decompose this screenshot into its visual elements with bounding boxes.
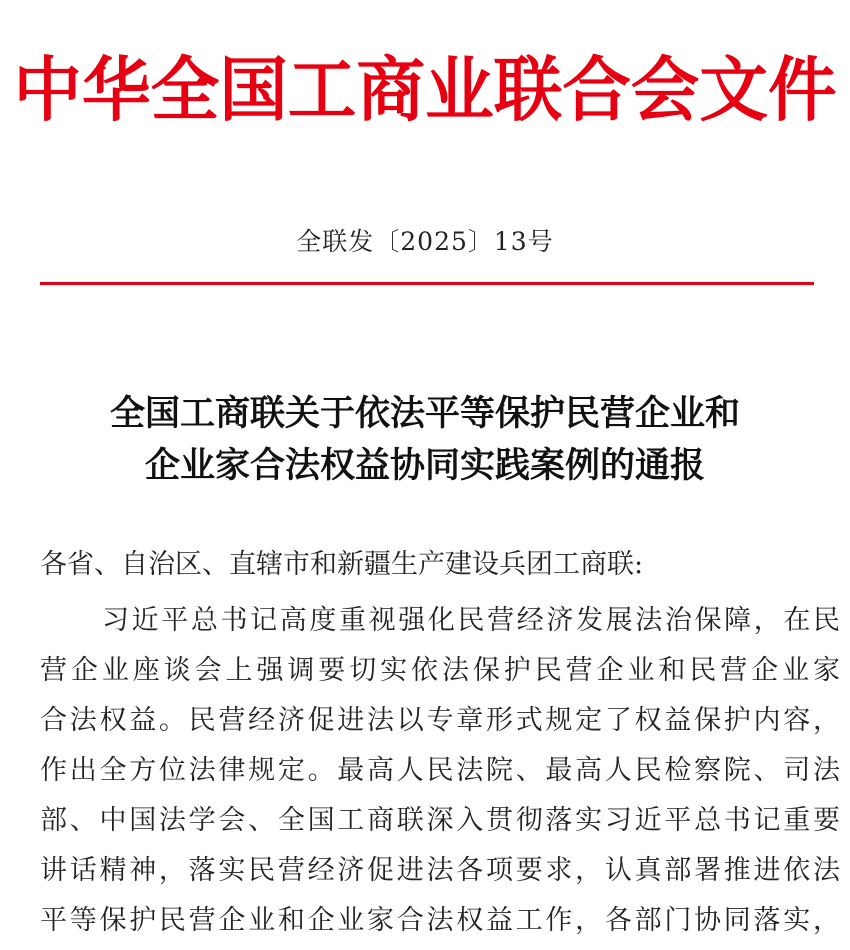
body-line: 部、中国法学会、全国工商联深入贯彻落实习近平总书记重要 <box>40 805 840 836</box>
body-line: 平等保护民营企业和企业家合法权益工作，各部门协同落实， <box>40 905 840 936</box>
red-divider-line <box>40 282 814 285</box>
document-title-line-1: 全国工商联关于依法平等保护民营企业和 <box>109 393 740 434</box>
body-line: 讲话精神，落实民营经济促进法各项要求，认真部署推进依法 <box>40 855 840 886</box>
document-title <box>0 388 850 492</box>
document-masthead: 中华全国工商业联合会文件 <box>13 49 837 131</box>
body-paragraph <box>40 596 840 946</box>
salutation: 各省、自治区、直辖市和新疆生产建设兵团工商联: <box>40 549 644 580</box>
body-line: 习近平总书记高度重视强化民营经济发展法治保障，在民 <box>102 605 840 636</box>
body-line: 作出全方位法律规定。最高人民法院、最高人民检察院、司法 <box>40 755 840 786</box>
body-line: 营企业座谈会上强调要切实依法保护民营企业和民营企业家 <box>40 655 840 686</box>
document-title-line-2: 企业家合法权益协同实践案例的通报 <box>144 445 705 486</box>
document-number: 全联发〔2025〕13号 <box>296 227 554 256</box>
body-line: 合法权益。民营经济促进法以专章形式规定了权益保护内容， <box>40 705 840 736</box>
